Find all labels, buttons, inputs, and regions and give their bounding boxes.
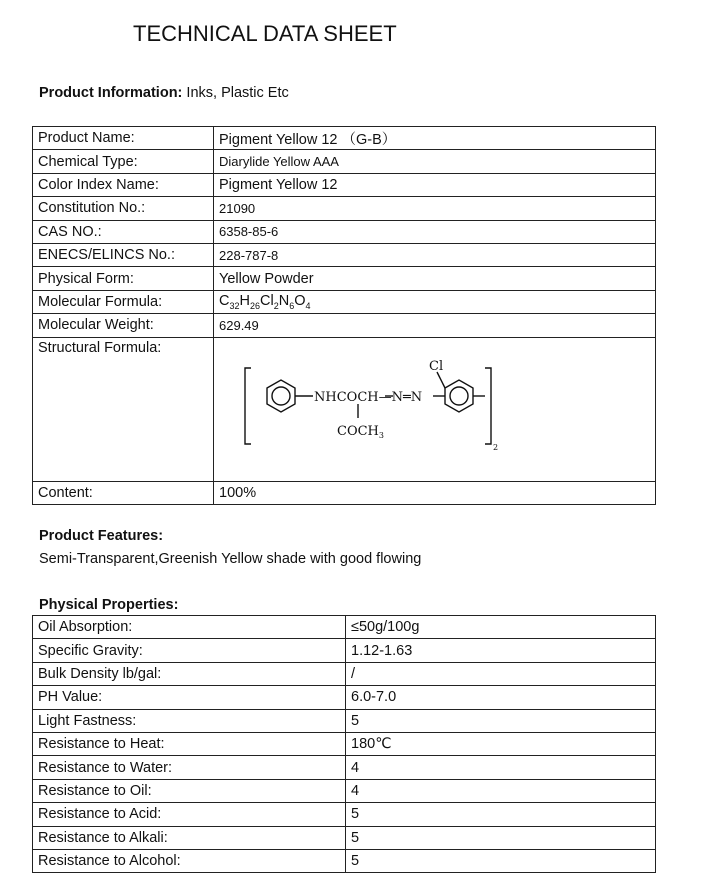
info-key: Product Name: [33,127,214,150]
chain-label: NHCOCH—N═N [314,389,423,405]
table-row [33,481,656,504]
info-key: CAS NO.: [33,220,214,243]
product-features-text: Semi-Transparent,Greenish Yellow shade with good flowing [39,551,422,567]
page-title: TECHNICAL DATA SHEET [133,21,397,46]
product-info-table [32,126,656,505]
table-row [33,127,656,150]
info-key: Structural Formula: [33,337,214,481]
product-information [39,85,289,101]
property-key: Light Fastness: [33,709,346,732]
property-key: Resistance to Water: [33,756,346,779]
property-key: Specific Gravity: [33,639,346,662]
info-value: Pigment Yellow 12 [214,173,656,196]
property-value: 5 [346,803,656,826]
info-key: Content: [33,481,214,504]
info-key: Molecular Weight: [33,314,214,337]
property-value: 4 [346,756,656,779]
structural-formula-diagram [219,344,519,462]
property-key: Resistance to Acid: [33,803,346,826]
property-key: Resistance to Alkali: [33,826,346,849]
info-key: ENECS/ELINCS No.: [33,243,214,266]
sub-group-label: $COCH_3$ [337,423,384,440]
table-row [33,662,656,685]
info-key: Constitution No.: [33,197,214,220]
property-key: Bulk Density lb/gal: [33,662,346,685]
table-row [33,220,656,243]
property-value: 1.12-1.63 [346,639,656,662]
table-row [33,639,656,662]
property-value: 5 [346,849,656,872]
info-value: Diarylide Yellow AAA [214,150,656,173]
info-value: 100% [214,481,656,504]
table-row [33,686,656,709]
info-value: 6358-85-6 [214,220,656,243]
table-row [33,314,656,337]
property-value: ≤50g/100g [346,616,656,639]
table-row [33,803,656,826]
table-row [33,849,656,872]
multiplier-label: 2 [493,442,499,452]
physical-properties-table [32,615,656,873]
product-information-label: Product Information: [39,85,183,101]
info-value: 21090 [214,197,656,220]
property-key: PH Value: [33,686,346,709]
property-value: / [346,662,656,685]
table-row [33,290,656,313]
property-key: Resistance to Heat: [33,732,346,755]
property-value: 180℃ [346,732,656,755]
property-value: 5 [346,826,656,849]
product-features-heading: Product Features: [39,528,164,544]
table-row [33,756,656,779]
cl-label: Cl [429,358,444,374]
info-value: 629.49 [214,314,656,337]
info-value: 228-787-8 [214,243,656,266]
table-row [33,197,656,220]
info-value: Yellow Powder [214,267,656,290]
info-key: Color Index Name: [33,173,214,196]
table-row [33,150,656,173]
property-value: 4 [346,779,656,802]
physical-properties-heading: Physical Properties: [39,597,179,613]
info-key: Molecular Formula: [33,290,214,313]
table-row [33,173,656,196]
product-information-value: Inks, Plastic Etc [186,85,289,101]
info-value: Pigment Yellow 12 （G-B） [214,127,656,150]
property-value: 6.0-7.0 [346,686,656,709]
table-row [33,826,656,849]
property-key: Resistance to Alcohol: [33,849,346,872]
info-key: Chemical Type: [33,150,214,173]
table-row [33,616,656,639]
property-key: Oil Absorption: [33,616,346,639]
table-row [33,243,656,266]
table-row [33,732,656,755]
molecular-formula-value: $C_{32}H_{26}Cl_2N_6O_4$ [214,290,656,313]
property-value: 5 [346,709,656,732]
property-key: Resistance to Oil: [33,779,346,802]
structural-formula-cell [214,337,656,481]
table-row [33,709,656,732]
info-key: Physical Form: [33,267,214,290]
table-row [33,337,656,481]
table-row [33,779,656,802]
table-row [33,267,656,290]
